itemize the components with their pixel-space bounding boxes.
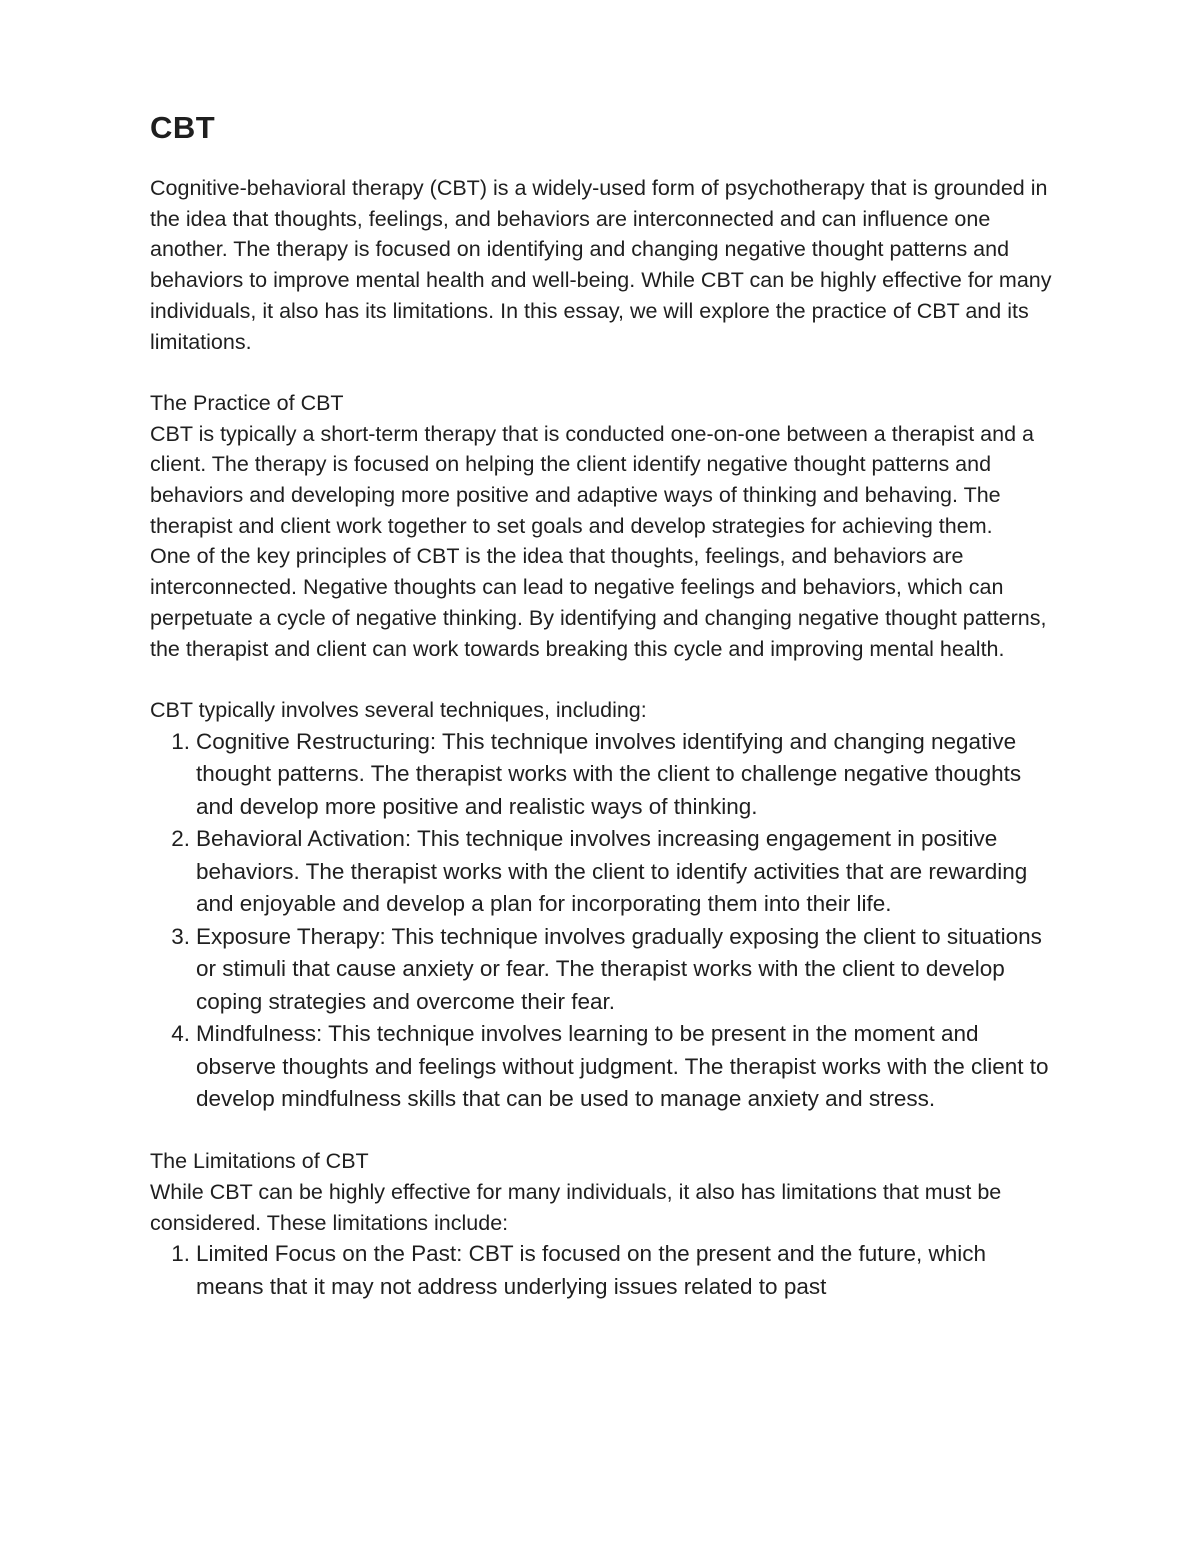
limitations-heading: The Limitations of CBT [150,1149,369,1174]
list-number: 1 . [160,726,190,759]
list-number: 1 . [160,1238,190,1271]
techniques-list [150,726,1055,1116]
list-number: 3 . [160,921,190,954]
spacer [150,357,1055,388]
practice-paragraph-1: CBT is typically a short-term therapy that is conducted one-on-one between a therapist and a client. The therapy is focused on helping the client identify negative thought patterns and behaviors and developing more positive and adaptive ways of thinking and behaving. The therapist and client work together to set goals and develop strategies for achieving them. [150,421,1034,538]
list-number: 2 . [160,823,190,856]
spacer [150,1116,1055,1147]
practice-heading: The Practice of CBT [150,390,344,415]
practice-paragraph-2: One of the key principles of CBT is the idea that thoughts, feelings, and behaviors are interconnected. Negative thoughts can lead to negative feelings and behaviors, which can perpetuate a cycle of negative thinking. By identifying and changing negative thought patterns, the therapist and client can work towards breaking this cycle and improving mental health. [150,544,1047,661]
list-item [150,1018,1055,1116]
limitations-list [150,1238,1055,1303]
list-item-text: Cognitive Restructuring: This technique involves identifying and changing negative thought patterns. The therapist works with the client to challenge negative thoughts and develop more positive and realistic ways of thinking. [196,728,1022,819]
intro-paragraph: Cognitive-behavioral therapy (CBT) is a widely-used form of psychotherapy that is grounded in the idea that thoughts, feelings, and behaviors are interconnected and can influence one another. The therapy is focused on identifying and changing negative thought patterns and behaviors to improve mental health and well-being. While CBT can be highly effective for many individuals, it also has its limitations. In this essay, we will explore the practice of CBT and its limitations. [150,176,1052,354]
list-item-text: Mindfulness: This technique involves learning to be present in the moment and observe thoughts and feelings without judgment. The therapist works with the client to develop mindfulness skills that can be used to manage anxiety and stress. [196,1021,1049,1112]
document-title: CBT [150,110,216,145]
limitations-paragraph: While CBT can be highly effective for many individuals, it also has limitations that must be considered. These limitations include: [150,1180,1002,1235]
list-item-text: Behavioral Activation: This technique involves increasing engagement in positive behaviors. The therapist works with the client to identify activities that are rewarding and enjoyable and develop a plan for incorporating them into their life. [196,826,1028,917]
list-number: 4 . [160,1018,190,1051]
list-item [150,726,1055,824]
list-item [150,921,1055,1019]
list-item [150,1238,1055,1303]
list-item-text: Exposure Therapy: This technique involves gradually exposing the client to situations or stimuli that cause anxiety or fear. The therapist works with the client to develop coping strategies and overcome their fear. [196,923,1042,1014]
list-item-text: Limited Focus on the Past: CBT is focused on the present and the future, which means that it may not address underlying issues related to past [196,1241,987,1299]
spacer [150,664,1055,695]
list-item [150,823,1055,921]
techniques-lead: CBT typically involves several techniques, including: [150,697,647,722]
document-page [150,108,1055,1303]
